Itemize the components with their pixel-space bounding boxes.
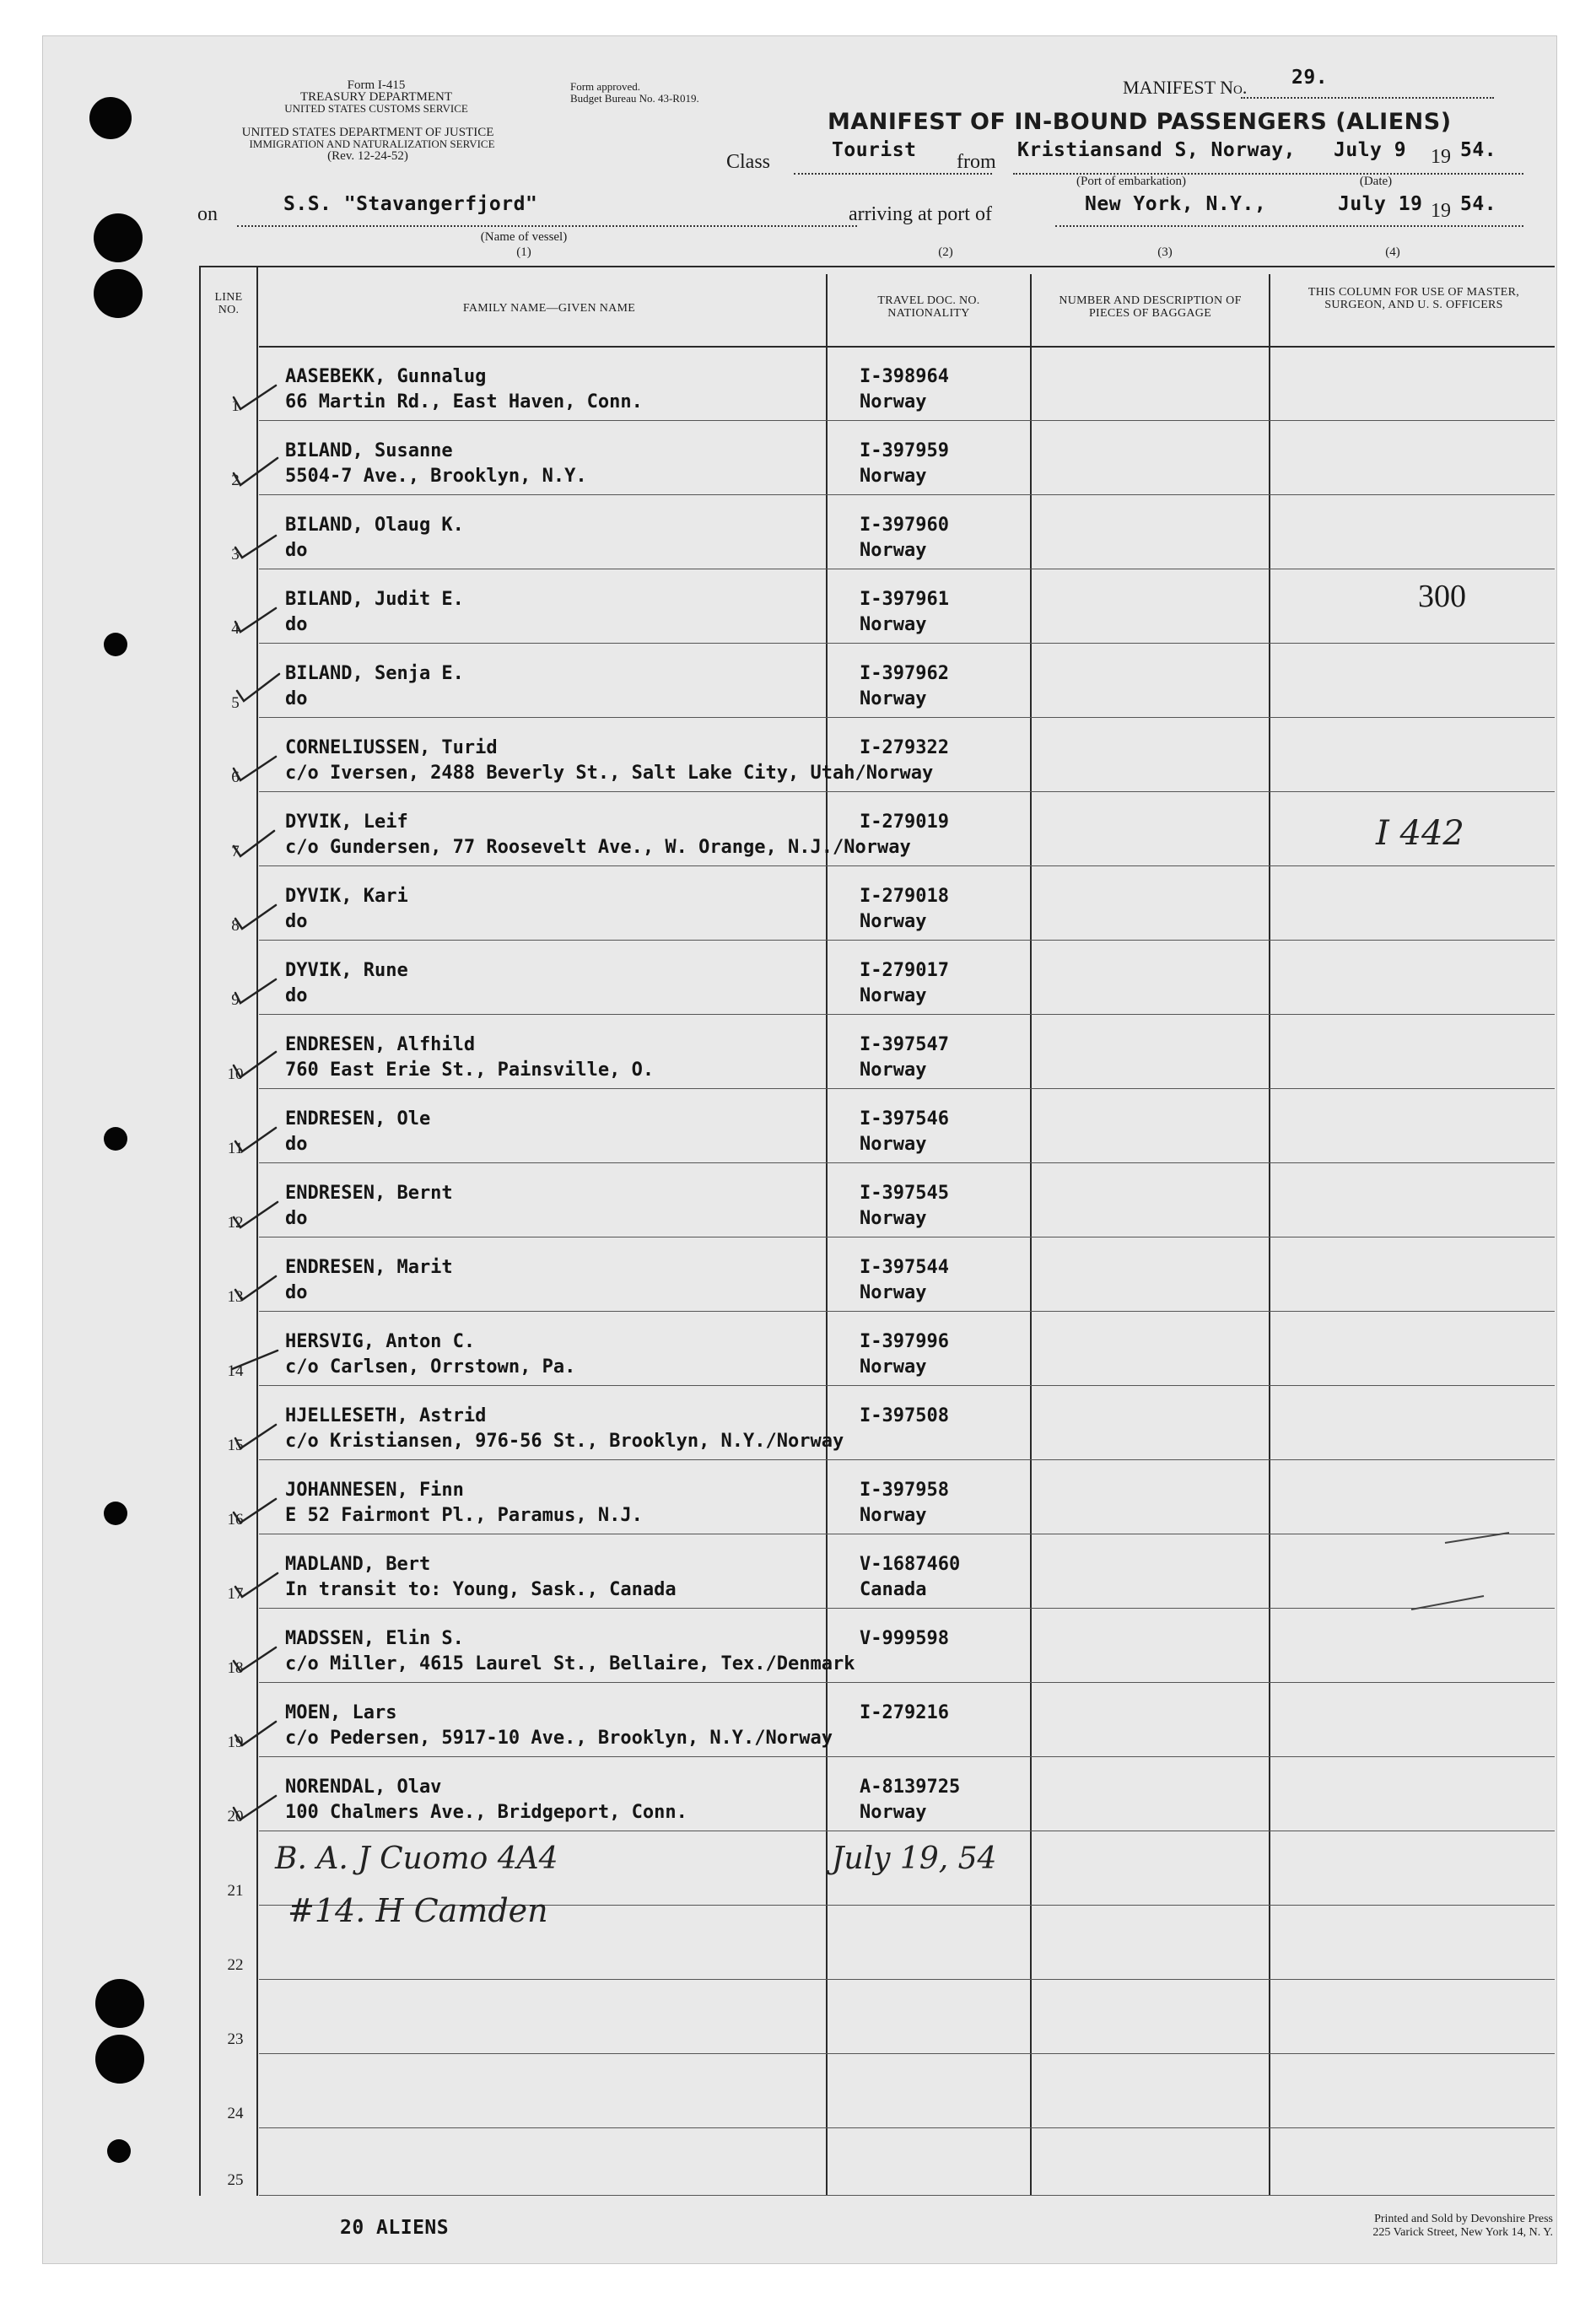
line-number: 11 — [227, 1140, 244, 1157]
port-caption: (Port of embarkation) — [1076, 175, 1186, 188]
row-line — [259, 1311, 1555, 1312]
travel-doc-no: I-279017 — [860, 960, 949, 981]
row-line — [259, 2127, 1555, 2128]
row-line — [259, 1088, 1555, 1089]
passenger-name: AASEBEKK, Gunnalug — [285, 366, 487, 387]
nationality: Norway — [860, 540, 927, 561]
line-number: 18 — [227, 1659, 244, 1677]
nationality: Norway — [860, 1505, 927, 1526]
treasury-dept: TREASURY DEPARTMENT — [299, 90, 453, 104]
travel-doc-no: I-398964 — [860, 366, 949, 387]
inspector-signature-2: #14. H Camden — [288, 1892, 548, 1929]
line-number: 3 — [231, 546, 240, 563]
passenger-address: do — [285, 1134, 308, 1155]
line-number: 1 — [231, 397, 240, 415]
nationality: Norway — [860, 1060, 927, 1081]
row-line — [259, 1682, 1555, 1683]
row-line — [259, 420, 1555, 421]
travel-doc-no: A-8139725 — [860, 1777, 961, 1798]
travel-doc-no: I-397958 — [860, 1480, 949, 1501]
row-line — [259, 2195, 1555, 2196]
travel-doc-no: I-397508 — [860, 1405, 949, 1426]
check-mark — [227, 974, 281, 1008]
passenger-address: c/o Miller, 4615 Laurel St., Bellaire, Tex./Denmark — [285, 1653, 855, 1674]
inspector-signature: B. A. J Cuomo 4A4 — [275, 1841, 558, 1876]
check-mark — [227, 1791, 281, 1825]
check-mark — [227, 455, 281, 488]
form-revision: (Rev. 12-24-52) — [327, 149, 408, 163]
budget-bureau: Budget Bureau No. 43-R019. — [570, 92, 699, 105]
passenger-name: BILAND, Judit E. — [285, 589, 464, 610]
row-line — [259, 940, 1555, 941]
row-line — [259, 643, 1555, 644]
line-number: 25 — [227, 2171, 244, 2189]
check-mark — [227, 1345, 281, 1379]
baggage-col-divider — [1269, 274, 1270, 2196]
passenger-name: ENDRESEN, Ole — [285, 1108, 431, 1130]
line-number: 17 — [227, 1585, 244, 1603]
passenger-address: do — [285, 688, 308, 709]
line-number: 14 — [227, 1362, 244, 1380]
col-header-baggage: NUMBER AND DESCRIPTION OF PIECES OF BAGGAGE — [1059, 294, 1242, 320]
passenger-name: MADSSEN, Elin S. — [285, 1628, 464, 1649]
travel-doc-no: I-397547 — [860, 1034, 949, 1055]
nationality: Norway — [860, 985, 927, 1006]
passenger-name: DYVIK, Leif — [285, 811, 408, 833]
passenger-name: DYVIK, Rune — [285, 960, 408, 981]
date-caption: (Date) — [1359, 175, 1393, 188]
row-line — [259, 1756, 1555, 1757]
nationality: Canada — [860, 1579, 927, 1600]
line-number: 2 — [231, 472, 240, 489]
officer-count: 300 — [1418, 579, 1466, 614]
nationality: Norway — [860, 911, 927, 932]
passenger-address: do — [285, 614, 308, 635]
class-value: Tourist — [832, 139, 917, 161]
departure-date: July 9 — [1334, 139, 1407, 161]
line-number: 13 — [227, 1288, 244, 1306]
vessel-col-num: (1) — [516, 245, 531, 259]
check-mark — [227, 826, 281, 860]
passenger-name: JOHANNESEN, Finn — [285, 1480, 464, 1501]
nationality: Norway — [860, 391, 927, 412]
nationality: Norway — [860, 466, 927, 487]
ins-service: IMMIGRATION AND NATURALIZATION SERVICE — [249, 137, 495, 150]
form-approved: Form approved. — [570, 80, 641, 93]
manifest-form — [42, 35, 1557, 2264]
embark-port: Kristiansand S, Norway, — [1017, 139, 1296, 161]
arriving-label: arriving at port of — [849, 203, 992, 225]
printer-line-2: 225 Varick Street, New York 14, N. Y. — [1372, 2226, 1553, 2239]
doc-col-divider — [1030, 274, 1032, 2196]
line-number: 16 — [227, 1511, 244, 1529]
vessel-caption: (Name of vessel) — [480, 230, 568, 244]
arrival-dots — [1055, 225, 1523, 227]
printer-line-1: Printed and Sold by Devonshire Press — [1374, 2213, 1553, 2225]
check-mark — [227, 1123, 281, 1157]
passenger-address: c/o Kristiansen, 976-56 St., Brooklyn, N.Y./Norway — [285, 1431, 844, 1452]
signature-date: July 19, 54 — [832, 1841, 997, 1876]
punch-hole-3 — [104, 1502, 127, 1525]
travel-doc-no: I-397959 — [860, 440, 949, 461]
binder-hole-3 — [95, 1979, 144, 2028]
row-line — [259, 1608, 1555, 1609]
passenger-name: NORENDAL, Olav — [285, 1777, 442, 1798]
manifest-title: MANIFEST OF IN-BOUND PASSENGERS (ALIENS) — [828, 109, 1452, 135]
line-number: 7 — [231, 843, 240, 860]
row-line — [259, 1979, 1555, 1980]
name-col-divider — [826, 274, 828, 2196]
passenger-name: CORNELIUSSEN, Turid — [285, 737, 498, 758]
check-mark — [227, 1420, 281, 1453]
passenger-address: E 52 Fairmont Pl., Paramus, N.J. — [285, 1505, 643, 1526]
pen-mark — [1410, 1593, 1485, 1613]
passenger-name: HJELLESETH, Astrid — [285, 1405, 487, 1426]
passenger-address: 66 Martin Rd., East Haven, Conn. — [285, 391, 643, 412]
table-top-border — [199, 266, 1555, 267]
travel-doc-no: I-279216 — [860, 1702, 949, 1723]
punch-hole-4 — [107, 2139, 131, 2163]
header-bottom-border — [259, 346, 1555, 348]
line-number: 20 — [227, 1808, 244, 1825]
passenger-name: BILAND, Senja E. — [285, 663, 464, 684]
binder-hole-top — [89, 97, 132, 139]
travel-doc-no: I-397545 — [860, 1183, 949, 1204]
check-mark — [227, 1271, 281, 1305]
pen-mark — [1443, 1529, 1511, 1546]
table-left-border — [199, 266, 201, 2196]
passenger-address: do — [285, 540, 308, 561]
manifest-no-dots — [1241, 97, 1494, 99]
punch-hole-2 — [104, 1127, 127, 1151]
check-mark — [227, 1717, 281, 1750]
departure-year: 54. — [1460, 139, 1497, 161]
manifest-no-label: MANIFEST No. — [1123, 77, 1248, 98]
arrival-port: New York, N.Y., — [1085, 193, 1267, 215]
passenger-name: BILAND, Susanne — [285, 440, 453, 461]
passenger-name: HERSVIG, Anton C. — [285, 1331, 476, 1352]
travel-doc-no: I-397960 — [860, 515, 949, 536]
passenger-address: 760 East Erie St., Painsville, O. — [285, 1060, 655, 1081]
nationality: Norway — [860, 1802, 927, 1823]
line-number: 10 — [227, 1065, 244, 1083]
check-mark — [227, 1049, 281, 1082]
line-number: 4 — [231, 620, 240, 638]
line-number: 24 — [227, 2105, 244, 2122]
nationality: Norway — [860, 1356, 927, 1378]
col-header-name: FAMILY NAME—GIVEN NAME — [462, 302, 636, 315]
col-header-officers: THIS COLUMN FOR USE OF MASTER, SURGEON, AND U. S. OFFICERS — [1308, 286, 1520, 311]
row-line — [259, 1162, 1555, 1163]
check-mark — [227, 1642, 281, 1676]
class-label: Class — [726, 151, 771, 173]
travel-doc-no: I-397961 — [860, 589, 949, 610]
row-line — [259, 865, 1555, 866]
row-line — [259, 1014, 1555, 1015]
doc-col-num: (2) — [938, 245, 953, 259]
row-line — [259, 1459, 1555, 1460]
check-mark — [227, 1197, 281, 1231]
line-number: 9 — [231, 991, 240, 1009]
passenger-address: 5504-7 Ave., Brooklyn, N.Y. — [285, 466, 587, 487]
travel-doc-no: V-1687460 — [860, 1554, 961, 1575]
line-number: 8 — [231, 917, 240, 935]
passenger-address: do — [285, 911, 308, 932]
row-line — [259, 717, 1555, 718]
arrival-year-prefix: 19 — [1431, 200, 1451, 222]
departure-year-prefix: 19 — [1431, 146, 1451, 168]
nationality: Norway — [860, 1208, 927, 1229]
passenger-address: c/o Carlsen, Orrstown, Pa. — [285, 1356, 576, 1378]
punch-hole-1 — [104, 633, 127, 656]
travel-doc-no: I-397546 — [860, 1108, 949, 1130]
vessel-name: S.S. "Stavangerfjord" — [283, 193, 538, 215]
passenger-address: do — [285, 985, 308, 1006]
check-mark — [227, 1568, 281, 1602]
passenger-name: ENDRESEN, Alfhild — [285, 1034, 476, 1055]
line-number: 15 — [227, 1437, 244, 1454]
travel-doc-no: I-279322 — [860, 737, 949, 758]
line-number: 21 — [227, 1882, 244, 1900]
line-number: 19 — [227, 1734, 244, 1751]
passenger-name: DYVIK, Kari — [285, 886, 408, 907]
passenger-name: BILAND, Olaug K. — [285, 515, 464, 536]
binder-hole-2 — [94, 269, 143, 318]
passenger-name: MADLAND, Bert — [285, 1554, 431, 1575]
col-header-doc: TRAVEL DOC. NO. NATIONALITY — [877, 294, 980, 320]
nationality: Norway — [860, 1282, 927, 1303]
check-mark — [227, 1494, 281, 1528]
check-mark — [227, 529, 281, 563]
justice-dept: UNITED STATES DEPARTMENT OF JUSTICE — [241, 126, 494, 139]
passenger-address: c/o Pedersen, 5917-10 Ave., Brooklyn, N.Y./Norway — [285, 1728, 833, 1749]
row-line — [259, 494, 1555, 495]
travel-doc-no: I-397544 — [860, 1257, 949, 1278]
arrival-year: 54. — [1460, 193, 1497, 215]
nationality: Norway — [860, 1134, 927, 1155]
binder-hole-4 — [95, 2035, 144, 2084]
check-mark — [227, 752, 281, 785]
check-mark — [227, 380, 281, 414]
line-number: 22 — [227, 1956, 244, 1974]
passenger-address: In transit to: Young, Sask., Canada — [285, 1579, 677, 1600]
passenger-address: c/o Gundersen, 77 Roosevelt Ave., W. Orange, N.J./Norway — [285, 837, 911, 858]
check-mark — [227, 603, 281, 637]
from-label: from — [957, 151, 996, 173]
line-number: 23 — [227, 2030, 244, 2048]
travel-doc-no: I-397962 — [860, 663, 949, 684]
passenger-name: MOEN, Lars — [285, 1702, 397, 1723]
row-line — [259, 2053, 1555, 2054]
vessel-dots — [237, 225, 857, 227]
travel-doc-no: V-999598 — [860, 1628, 949, 1649]
arrival-date: July 19 — [1338, 193, 1423, 215]
line-number: 12 — [227, 1214, 244, 1232]
passenger-name: ENDRESEN, Bernt — [285, 1183, 453, 1204]
form-number: Form I-415 — [347, 78, 406, 92]
passenger-address: 100 Chalmers Ave., Bridgeport, Conn. — [285, 1802, 687, 1823]
passenger-address: c/o Iversen, 2488 Beverly St., Salt Lake City, Utah/Norway — [285, 763, 934, 784]
line-number: 6 — [231, 768, 240, 786]
nationality: Norway — [860, 688, 927, 709]
passenger-name: ENDRESEN, Marit — [285, 1257, 453, 1278]
on-label: on — [197, 203, 218, 225]
row-line — [259, 1385, 1555, 1386]
check-mark — [227, 900, 281, 934]
nationality: Norway — [860, 614, 927, 635]
travel-doc-no: I-397996 — [860, 1331, 949, 1352]
manifest-no-value: 29. — [1291, 67, 1329, 89]
passenger-address: do — [285, 1282, 308, 1303]
travel-doc-no: I-279019 — [860, 811, 949, 833]
baggage-col-num: (3) — [1157, 245, 1173, 259]
row-line — [259, 791, 1555, 792]
binder-hole-1 — [94, 213, 143, 262]
line-number: 5 — [231, 694, 240, 712]
officers-col-num: (4) — [1385, 245, 1400, 259]
col-header-line: LINE NO. — [214, 291, 243, 316]
travel-doc-no: I-279018 — [860, 886, 949, 907]
officer-code: I 442 — [1376, 814, 1464, 853]
alien-count: 20 ALIENS — [340, 2217, 450, 2239]
passenger-address: do — [285, 1208, 308, 1229]
check-mark — [227, 671, 281, 704]
customs-service: UNITED STATES CUSTOMS SERVICE — [284, 102, 468, 115]
